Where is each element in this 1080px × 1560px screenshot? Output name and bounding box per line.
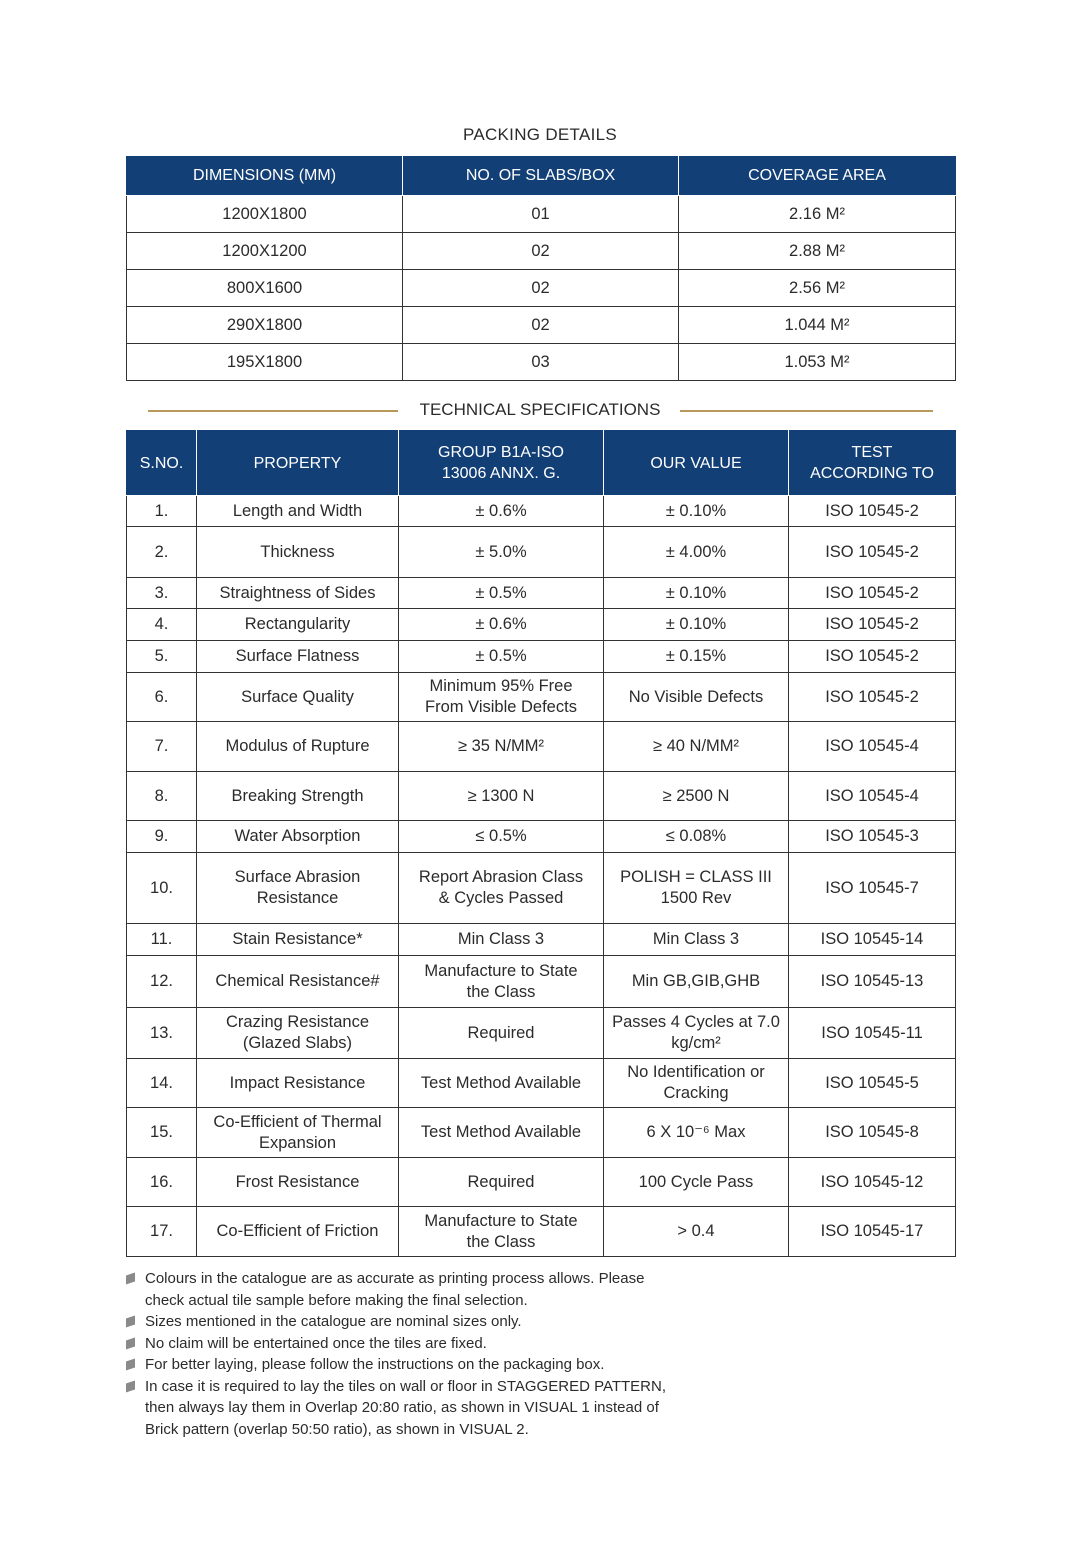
note-text: Sizes mentioned in the catalogue are nominal sizes only. <box>145 1313 522 1330</box>
gold-divider-right <box>680 410 933 412</box>
sno-cell: 2. <box>127 527 197 578</box>
packing-row <box>127 270 956 307</box>
test-cell: ISO 10545-4 <box>789 772 956 821</box>
test-cell: ISO 10545-7 <box>789 853 956 924</box>
note-item <box>124 1311 684 1333</box>
packing-row <box>127 344 956 381</box>
our-value-cell: ± 0.10% <box>604 578 789 609</box>
tech-row <box>127 1207 956 1257</box>
property-cell: Length and Width <box>197 496 399 527</box>
note-text: In case it is required to lay the tiles on wall or floor in STAGGERED PATTERN, then always lay them in Overlap 20:80 ratio, as shown in VISUAL 1 instead of Brick pattern (overlap 50:50 ratio), as shown in VISUAL 2. <box>145 1377 667 1438</box>
property-cell: Rectangularity <box>197 609 399 641</box>
property-cell: Breaking Strength <box>197 772 399 821</box>
group-cell: ± 0.6% <box>399 496 604 527</box>
our-value-cell: No Visible Defects <box>604 673 789 722</box>
our-value-cell: Min Class 3 <box>604 924 789 956</box>
group-cell: ≥ 1300 N <box>399 772 604 821</box>
property-cell: Co-Efficient of Thermal Expansion <box>197 1108 399 1158</box>
test-cell: ISO 10545-14 <box>789 924 956 956</box>
packing-row <box>127 233 956 270</box>
packing-details-table <box>126 156 956 381</box>
group-cell: Report Abrasion Class & Cycles Passed <box>399 853 604 924</box>
our-value-cell: ≥ 40 N/MM² <box>604 722 789 772</box>
our-value-cell: > 0.4 <box>604 1207 789 1257</box>
tech-header-group: GROUP B1A-ISO 13006 ANNX. G. <box>399 431 604 496</box>
notes-list <box>124 1268 684 1440</box>
our-value-cell: ≤ 0.08% <box>604 821 789 853</box>
tech-row <box>127 609 956 641</box>
our-value-cell: Min GB,GIB,GHB <box>604 956 789 1008</box>
property-cell: Thickness <box>197 527 399 578</box>
packing-row <box>127 307 956 344</box>
our-value-cell: ± 4.00% <box>604 527 789 578</box>
property-cell: Frost Resistance <box>197 1158 399 1207</box>
sno-cell: 14. <box>127 1059 197 1108</box>
dimension-cell: 800X1600 <box>127 270 403 307</box>
sno-cell: 12. <box>127 956 197 1008</box>
dimension-cell: 1200X1200 <box>127 233 403 270</box>
group-cell: Manufacture to State the Class <box>399 956 604 1008</box>
test-cell: ISO 10545-2 <box>789 641 956 673</box>
note-text: No claim will be entertained once the tiles are fixed. <box>145 1334 487 1352</box>
slabs-cell: 02 <box>403 307 679 344</box>
test-cell: ISO 10545-12 <box>789 1158 956 1207</box>
dimension-cell: 1200X1800 <box>127 196 403 233</box>
note-item <box>124 1376 684 1441</box>
group-cell: Test Method Available <box>399 1059 604 1108</box>
group-cell: ± 0.6% <box>399 609 604 641</box>
group-cell: Required <box>399 1158 604 1207</box>
test-cell: ISO 10545-4 <box>789 722 956 772</box>
our-value-cell: 6 X 10⁻⁶ Max <box>604 1108 789 1158</box>
bullet-icon <box>126 1316 135 1328</box>
sno-cell: 5. <box>127 641 197 673</box>
group-cell: ≥ 35 N/MM² <box>399 722 604 772</box>
group-cell: ± 0.5% <box>399 578 604 609</box>
property-cell: Surface Flatness <box>197 641 399 673</box>
coverage-cell: 2.16 M² <box>679 196 956 233</box>
test-cell: ISO 10545-2 <box>789 673 956 722</box>
note-item <box>124 1333 684 1355</box>
tech-specs-title: TECHNICAL SPECIFICATIONS <box>419 400 661 419</box>
test-cell: ISO 10545-2 <box>789 527 956 578</box>
group-cell: Required <box>399 1008 604 1059</box>
tech-specs-heading <box>0 398 1080 424</box>
slabs-cell: 03 <box>403 344 679 381</box>
packing-header-dimensions: DIMENSIONS (MM) <box>127 157 403 196</box>
sno-cell: 16. <box>127 1158 197 1207</box>
slabs-cell: 02 <box>403 233 679 270</box>
tech-row <box>127 1158 956 1207</box>
note-text: Colours in the catalogue are as accurate as printing process allows. Please check actual tile sample before making the final selection. <box>145 1270 645 1309</box>
sno-cell: 7. <box>127 722 197 772</box>
sno-cell: 15. <box>127 1108 197 1158</box>
group-cell: Min Class 3 <box>399 924 604 956</box>
tech-row <box>127 772 956 821</box>
our-value-cell: ± 0.15% <box>604 641 789 673</box>
sno-cell: 6. <box>127 673 197 722</box>
our-value-cell: ± 0.10% <box>604 496 789 527</box>
tech-header-our-value: OUR VALUE <box>604 431 789 496</box>
test-cell: ISO 10545-11 <box>789 1008 956 1059</box>
test-cell: ISO 10545-2 <box>789 496 956 527</box>
test-cell: ISO 10545-3 <box>789 821 956 853</box>
property-cell: Modulus of Rupture <box>197 722 399 772</box>
test-cell: ISO 10545-17 <box>789 1207 956 1257</box>
our-value-cell: ± 0.10% <box>604 609 789 641</box>
property-cell: Surface Quality <box>197 673 399 722</box>
coverage-cell: 1.053 M² <box>679 344 956 381</box>
tech-row <box>127 821 956 853</box>
group-cell: Manufacture to State the Class <box>399 1207 604 1257</box>
dimension-cell: 195X1800 <box>127 344 403 381</box>
tech-row <box>127 578 956 609</box>
packing-row <box>127 196 956 233</box>
sno-cell: 4. <box>127 609 197 641</box>
tech-header-row <box>127 431 956 496</box>
sno-cell: 17. <box>127 1207 197 1257</box>
group-cell: Test Method Available <box>399 1108 604 1158</box>
sno-cell: 8. <box>127 772 197 821</box>
bullet-icon <box>126 1337 135 1349</box>
our-value-cell: POLISH = CLASS III 1500 Rev <box>604 853 789 924</box>
sno-cell: 11. <box>127 924 197 956</box>
tech-row <box>127 1008 956 1059</box>
our-value-cell: 100 Cycle Pass <box>604 1158 789 1207</box>
bullet-icon <box>126 1273 135 1285</box>
tech-row <box>127 924 956 956</box>
note-item <box>124 1354 684 1376</box>
tech-row <box>127 673 956 722</box>
property-cell: Impact Resistance <box>197 1059 399 1108</box>
packing-header-row <box>127 157 956 196</box>
our-value-cell: Passes 4 Cycles at 7.0 kg/cm² <box>604 1008 789 1059</box>
tech-header-test: TEST ACCORDING TO <box>789 431 956 496</box>
test-cell: ISO 10545-2 <box>789 609 956 641</box>
test-cell: ISO 10545-13 <box>789 956 956 1008</box>
our-value-cell: No Identification or Cracking <box>604 1059 789 1108</box>
tech-row <box>127 496 956 527</box>
group-cell: ≤ 0.5% <box>399 821 604 853</box>
packing-header-coverage: COVERAGE AREA <box>679 157 956 196</box>
test-cell: ISO 10545-8 <box>789 1108 956 1158</box>
sno-cell: 1. <box>127 496 197 527</box>
tech-row <box>127 527 956 578</box>
coverage-cell: 2.88 M² <box>679 233 956 270</box>
packing-header-slabs: NO. OF SLABS/BOX <box>403 157 679 196</box>
test-cell: ISO 10545-5 <box>789 1059 956 1108</box>
sno-cell: 10. <box>127 853 197 924</box>
property-cell: Co-Efficient of Friction <box>197 1207 399 1257</box>
dimension-cell: 290X1800 <box>127 307 403 344</box>
property-cell: Chemical Resistance# <box>197 956 399 1008</box>
group-cell: Minimum 95% Free From Visible Defects <box>399 673 604 722</box>
tech-row <box>127 853 956 924</box>
group-cell: ± 5.0% <box>399 527 604 578</box>
coverage-cell: 1.044 M² <box>679 307 956 344</box>
tech-row <box>127 1059 956 1108</box>
property-cell: Water Absorption <box>197 821 399 853</box>
tech-header-property: PROPERTY <box>197 431 399 496</box>
bullet-icon <box>126 1380 135 1392</box>
bullet-icon <box>126 1359 135 1371</box>
sno-cell: 13. <box>127 1008 197 1059</box>
property-cell: Stain Resistance* <box>197 924 399 956</box>
property-cell: Crazing Resistance (Glazed Slabs) <box>197 1008 399 1059</box>
tech-header-sno: S.NO. <box>127 431 197 496</box>
note-item <box>124 1268 684 1311</box>
sno-cell: 3. <box>127 578 197 609</box>
slabs-cell: 02 <box>403 270 679 307</box>
tech-row <box>127 956 956 1008</box>
property-cell: Surface Abrasion Resistance <box>197 853 399 924</box>
coverage-cell: 2.56 M² <box>679 270 956 307</box>
note-text: For better laying, please follow the instructions on the packaging box. <box>145 1356 605 1373</box>
sno-cell: 9. <box>127 821 197 853</box>
our-value-cell: ≥ 2500 N <box>604 772 789 821</box>
tech-row <box>127 1108 956 1158</box>
packing-details-title: PACKING DETAILS <box>462 125 618 144</box>
test-cell: ISO 10545-2 <box>789 578 956 609</box>
group-cell: ± 0.5% <box>399 641 604 673</box>
property-cell: Straightness of Sides <box>197 578 399 609</box>
tech-row <box>127 641 956 673</box>
technical-specifications-table <box>126 430 956 1257</box>
slabs-cell: 01 <box>403 196 679 233</box>
tech-row <box>127 722 956 772</box>
